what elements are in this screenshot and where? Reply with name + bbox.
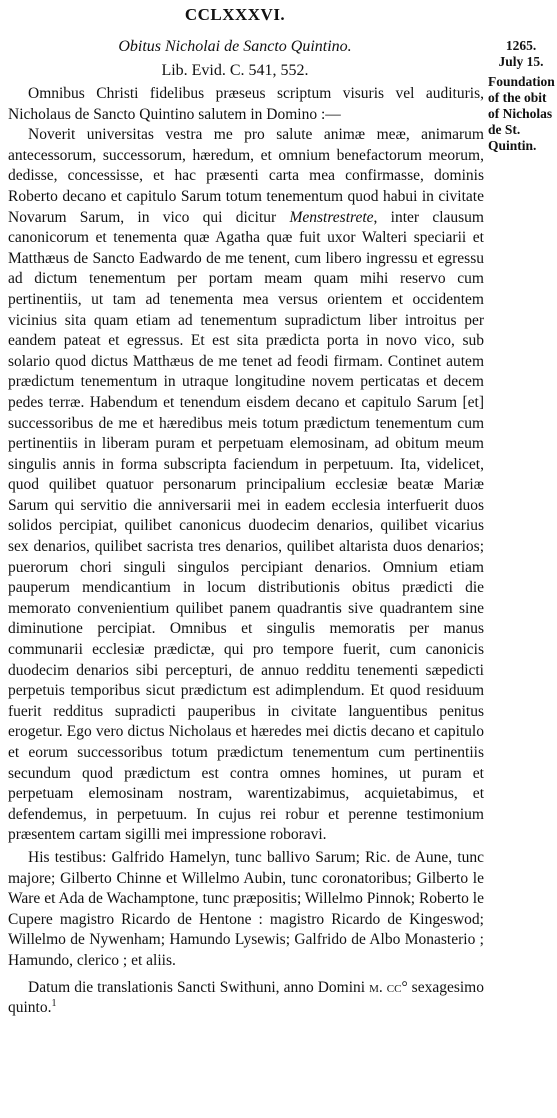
- document-number-heading: CCLXXXVI.: [184, 5, 286, 24]
- dating-year-numeral: m. cc°: [369, 978, 408, 996]
- grant-text-part2: , inter clausum canonicorum et tenementa quæ Agatha quæ fuit uxor Walteri speciarii et Matthæus de Sancto Eadwardo de me tenent, cum libero ingressu et egressu ad dictum tenementum per portam meam quam mihi reservo cum pertinentiis, ut tam ad tenementa mea versus orientem et occidentem vicinius sita quam etiam ad tenementum supradictum liber introitus per eandem pateat et egressus. Et est sita prædicta porta in novo vico, sub solario quod dictus Matthæus de me tenet ad feodi firmam. Continet autem prædictum tenementum in utraque longitudine novem perticatas et decem pedes terræ. Habendum et tenendum eisdem decano et capitulo Sarum [et] successoribus de me et hæredibus meis totum prædictum tenementum cum pertinentiis in liberam puram et perpetuam elemosinam, ad obitum meum singulis annis in forma subscripta faciendum in perpetuum. Ita, videlicet, quod quilibet quatuor personarum principalium ecclesiæ beatæ Mariæ Sarum qui servitio die anniversarii mei in eadem ecclesia interfuerit duos solidos percipiat, quilibet canonicus duodecim denarios, quilibet vicarius sex denarios, quilibet sacrista tres denarios, quilibet altarista duos denarios; puerorum chori singuli singulos percipiant denarios. Omnium etiam pauperum mendicantium in locum distributionis obitus prædicti die memorato convenientium quilibet panem quadrantis sive quadrantem sine diminutione percipiat. Omnibus et singulis memoratis per manus communarii ecclesiæ prædictæ, qui pro tempore fuerit, cum canonicis duodecim denarios sibi percepturi, de annuo redditu tenementi sæpedicti perpetuis temporibus sicut prædictum est adimplendum. Et quod residuum fuerit redditus supradicti pauperibus in civitate languentibus penitus erogetur. Ego vero dictus Nicholaus et hæredes mei dictis decano et capitulo et eorum successoribus totum prædictum tenementum cum pertinentiis secundum quod prædictum est contra omnes homines, ut puram et perpetuam elemosinam nostram, warentizabimus, acquietabimus, et defendemus, in perpetuum. In cujus rei robur et perenne testimonium præsentem cartam sigilli mei impressione roboravi.: [8, 208, 484, 844]
- dating-clause: [8, 978, 484, 1019]
- dating-text-part2: sexagesimo quinto.: [8, 978, 484, 1017]
- margin-year: 1265.: [505, 38, 537, 53]
- witnesses-paragraph: His testibus: Galfrido Hamelyn, tunc ballivo Sarum; Ric. de Aune, tunc majore; Gilberto Chinne et Willelmo Aubin, tunc coronatoribus; Gilberto le Ware et Ada de Wachamptone, tunc præpositis; Willelmo Pinnok; Roberto le Cupere magistro Ricardo de Hentone : magistro Ricardo de Kingeswod; Willelmo de Nywenham; Hamundo Lysewis; Galfrido de Albo Monasterio ; Hamundo, clerico ; et aliis.: [8, 848, 484, 969]
- margin-date: July 15.: [498, 54, 544, 69]
- charter-text: [8, 84, 484, 1019]
- dating-text-part1: Datum die translationis Sancti Swithuni, anno Domini: [28, 978, 370, 996]
- source-reference: Lib. Evid. C. 541, 552.: [161, 62, 309, 79]
- grant-paragraph: [8, 125, 484, 846]
- grant-text-part1: Noverit universitas vestra me pro salute animæ meæ, animarum antecessorum, successorum, hæredum, et omnium benefactorum meorum, dedisse, concessisse, et hac præsenti carta mea confirmasse, dominis Roberto decano et capitulo Sarum totum tenementum quod habui in civitate Novarum Sarum, in vico qui dicitur: [8, 126, 484, 226]
- margin-summary: Foundation of the obit of Nicholas de St. Quintin.: [488, 74, 555, 153]
- address-paragraph: Omnibus Christi fidelibus præseus scriptum visuris vel audituris, Nicholaus de Sancto Quintino salutem in Domino :—: [8, 85, 484, 123]
- document-title: Obitus Nicholai de Sancto Quintino.: [118, 38, 352, 55]
- margin-notes: [486, 38, 556, 154]
- street-name: Menstrestrete: [289, 208, 374, 226]
- footnote-marker[interactable]: 1: [51, 997, 57, 1009]
